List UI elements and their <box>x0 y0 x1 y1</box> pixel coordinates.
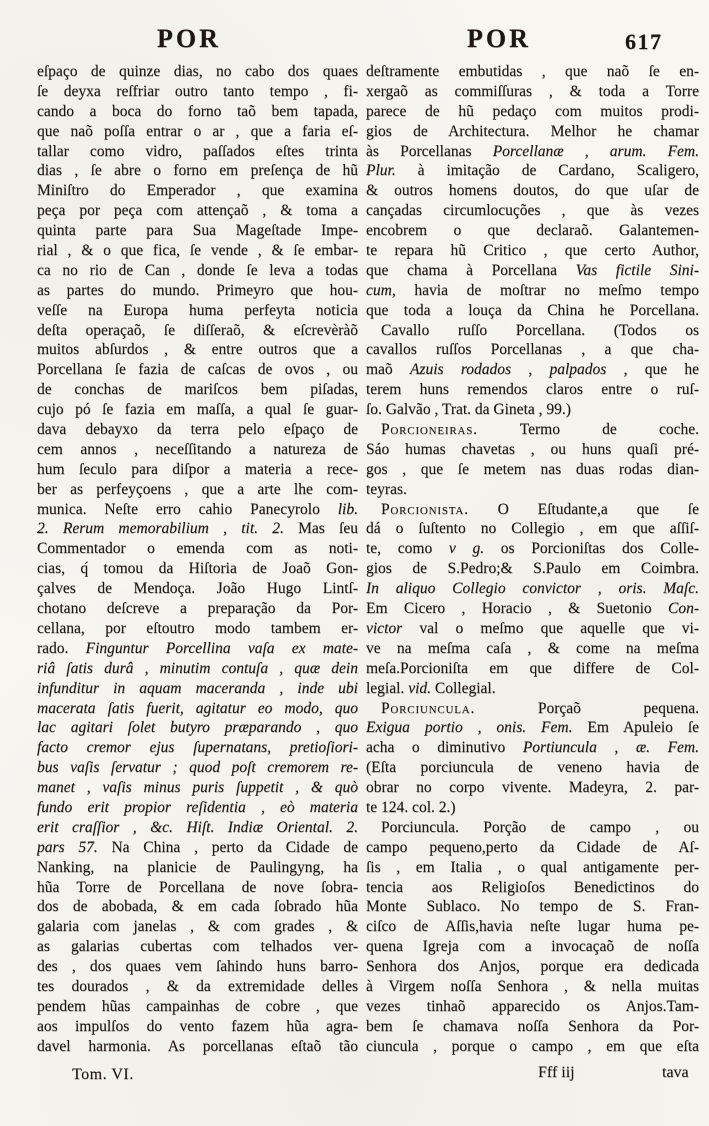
text-line: eſpaço de quinze dias, no cabo dos quaes <box>37 63 358 80</box>
text-line: acha o diminutivo Portiuncula , æ. Fem. <box>366 739 699 757</box>
text-line: rado. Finguntur Porcellina vaſa ex mate- <box>37 639 358 657</box>
text-line: Senhora dos Anjos, porque era dedicada <box>366 958 699 976</box>
text-line: cavallos ruſſos Porcellanas , a que cha- <box>366 341 699 359</box>
text-line: deſtramente embutidas , que naõ ſe en- <box>366 63 699 80</box>
text-line: pars 57. Na China , perto da Cidade de <box>37 838 358 856</box>
text-line: ſis , em Italia , o qual antigamente per- <box>366 858 699 876</box>
text-line: Porcellana ſe fazia de caſcas de ovos , ou <box>37 361 358 379</box>
text-line: Nanking, na planicie de Paulingyng, ha <box>37 858 358 876</box>
text-line: riâ ſatis durâ , minutim contuſa , quæ dein <box>37 659 358 677</box>
right-text-column <box>366 62 699 1057</box>
text-line: Exigua portio , onis. Fem. Em Apuleio ſe <box>366 719 699 737</box>
text-line: peça por peça com attençaõ , & toma a <box>37 202 358 220</box>
text-line: maõ Azuis rodados , palpados , que he <box>366 361 699 379</box>
text-line: infunditur in aquam maceranda , inde ubi <box>37 679 358 697</box>
text-line: galaria com janelas , & com grades , & <box>37 918 358 936</box>
text-line: dava debayxo da terra pelo eſpaço de <box>37 421 358 439</box>
text-line: bem ſe chamava noſſa Senhora da Por- <box>366 1017 699 1035</box>
text-line: hũa Torre de Porcellana de nove ſobra- <box>37 878 358 896</box>
text-line: davel harmonia. As porcellanas eſtaõ tão <box>37 1037 358 1055</box>
text-line: cançadas circumlocuções , que às vezes <box>366 202 699 220</box>
text-line: as galarias cubertas com telhados ver- <box>37 938 358 956</box>
text-line: erit craſſior , &c. Hiſt. Indiæ Oriental. 2. <box>37 818 358 836</box>
left-text-column <box>37 62 358 1057</box>
text-line: obrar no corpo vivente. Madeyra, 2. par- <box>366 779 699 797</box>
text-line: gios de Architectura. Melhor he chamar <box>366 122 699 140</box>
text-line: à Virgem noſſa Senhora , & nella muitas <box>366 977 699 995</box>
text-line: que chama à Porcellana Vas fictile Sini- <box>366 261 699 279</box>
text-line: Em Cicero , Horacio , & Suetonio Con- <box>366 600 699 618</box>
text-line: Sáo humas chavetas , ou huns quaſi pré- <box>366 440 699 458</box>
text-line: cujo pó ſe fazia em maſſa, a qual ſe guar- <box>37 401 358 419</box>
text-line: ciuncula , porque o campo , em que eſta <box>366 1037 699 1055</box>
text-line: tencia aos Religioſos Benedictinos do <box>366 878 699 896</box>
text-line: çalves de Mendoça. João Hugo Lintſ- <box>37 580 358 598</box>
text-line: gos , que ſe metem nas duas rodas dian- <box>366 460 699 478</box>
text-line: às Porcellanas Porcellanæ , arum. Fem. <box>366 142 699 160</box>
text-line: Porcioneiras. Termo de coche. <box>381 421 699 439</box>
signature-mark: Fff iij <box>538 1064 575 1081</box>
text-line: 2. Rerum memorabilium , tit. 2. Mas ſeu <box>37 520 358 538</box>
text-line: cando a boca do forno taõ bem tapada, <box>37 102 358 120</box>
text-line: dos de abobada, & em cada ſobrado hũa <box>37 898 358 916</box>
text-line: quena Igreja com a invocaçaõ de noſſa <box>366 938 699 956</box>
text-line: campo pequeno,perto da Cidade de Aſ- <box>366 838 699 856</box>
text-line: ca no rio de Can , donde ſe leva a todas <box>37 261 358 279</box>
text-line: manet , vaſis minus puris ſuppetit , & quò <box>37 779 358 797</box>
text-line: chotano deſcreve a preparação da Por- <box>37 600 358 618</box>
text-line: pendem hũas campainhas de cobre , que <box>37 997 358 1015</box>
text-line: legial. vid. Collegial. <box>366 679 496 697</box>
text-line: Cavallo ruſſo Porcellana. (Todos os <box>381 321 699 339</box>
text-line: aos impulſos do vento fazem hũa agra- <box>37 1017 358 1035</box>
text-line: cias, q́ tomou da Hiſtoria de Joaõ Gon- <box>37 560 358 578</box>
text-line: Monte Sublaco. No tempo de S. Fran- <box>366 898 699 916</box>
text-line: Porciuncula. Porçaõ pequena. <box>381 699 699 717</box>
text-line: ciſco de Aſſis,havia neſte lugar huma pe- <box>366 918 699 936</box>
text-line: as partes do mundo. Primeyro que hou- <box>37 281 358 299</box>
text-line: bus vaſis ſervatur ; quod poſt cremorem re- <box>37 759 358 777</box>
text-line: ber as perfeyçoens , que a arte lhe com- <box>37 480 358 498</box>
text-line: dá o ſuſtento no Collegio , em que aſſiſ- <box>366 520 699 538</box>
text-line: (Eſta porciuncula de veneno havia de <box>366 759 699 777</box>
text-line: meſa.Porcioniſta em que differe de Col- <box>366 659 699 677</box>
text-line: tallar como vidro, paſſados eſtes trinta <box>37 142 358 160</box>
catchword: tava <box>662 1064 689 1081</box>
text-line: cellana, por eſtoutro modo tambem er- <box>37 619 358 637</box>
text-line: facto cremor ejus ſupernatans, pretioſiori- <box>37 739 358 757</box>
running-title-left: POR <box>157 24 221 53</box>
text-line: In aliquo Collegio convictor , oris. Maſc. <box>366 580 699 598</box>
text-line: hum ſeculo para diſpor a materia a rece- <box>37 460 358 478</box>
text-line: victor val o meſmo que aquelle que vi- <box>366 619 699 637</box>
text-line: & outros homens doutos, do que uſar de <box>366 182 699 200</box>
text-line: dias , ſe abre o forno em preſença de hũ <box>37 162 358 180</box>
page-number: 617 <box>625 29 663 54</box>
text-line: lac agitari ſolet butyro præparando , quo <box>37 719 358 737</box>
text-line: de conchas de mariſcos bem piſadas, <box>37 381 358 399</box>
text-line: macerata ſatis fuerit, agitatur eo modo, quo <box>37 699 358 717</box>
text-line: fundo erit propior reſidentia , eò materia <box>37 798 358 816</box>
text-line: encobrem o que declaraõ. Galantemen- <box>366 222 699 240</box>
text-line: Porciuncula. Porção de campo , ou <box>381 818 699 836</box>
tome-label: Tom. VI. <box>72 1066 134 1083</box>
text-line: te 124. col. 2.) <box>366 798 456 816</box>
text-line: te, como v g. os Porcioniſtas dos Colle- <box>366 540 699 558</box>
text-line: ſo. Galvão , Trat. da Gineta , 99.) <box>366 401 571 419</box>
text-line: ſe deyxa reſfriar outro tanto tempo , fi- <box>37 82 358 100</box>
text-line: Plur. à imitação de Cardano, Scaligero, <box>366 162 699 180</box>
text-line: que naõ poſſa entrar o ar , que a faria eſ- <box>37 122 358 140</box>
text-line: teyras. <box>366 480 407 498</box>
text-line: que toda a louça da China he Porcellana. <box>366 301 699 319</box>
text-line: cum, havia de moſtrar no meſmo tempo <box>366 281 699 299</box>
text-line: Porcionista. O Eſtudante,a que ſe <box>381 500 699 518</box>
text-line: muitos abſurdos , & entre outros que a <box>37 341 358 359</box>
text-line: tes dourados , & da extremidade delles <box>37 977 358 995</box>
text-line: te repara hũ Critico , que certo Author, <box>366 242 699 260</box>
text-line: des , dos quaes vem ſahindo huns barro- <box>37 958 358 976</box>
text-line: terem huns remendos claros entre o ruſ- <box>366 381 699 399</box>
text-line: veſſe na Europa huma perfeyta noticia <box>37 301 358 319</box>
text-line: vezes tinhaõ apparecido os Anjos.Tam- <box>366 997 699 1015</box>
text-line: cem annos , neceſſitando a natureza de <box>37 440 358 458</box>
running-title-right: POR <box>467 24 531 53</box>
text-line: munica. Neſte erro cahio Panecyrolo lib. <box>37 500 358 518</box>
text-line: Miniſtro do Emperador , que examina <box>37 182 358 200</box>
text-line: Commentador o emenda com as noti- <box>37 540 358 558</box>
text-line: ve na meſma caſa , & come na meſma <box>366 639 699 657</box>
text-line: deſta operaçaõ, ſe diſſeraõ, & eſcrevèràõ <box>37 321 358 339</box>
text-line: quinta parte para Sua Mageſtade Impe- <box>37 222 358 240</box>
text-line: gios de S.Pedro;& S.Paulo em Coimbra. <box>366 560 699 578</box>
text-line: xergaõ as commiſſuras , & toda a Torre <box>366 82 699 100</box>
text-line: parece de hũ pedaço com muitos prodi- <box>366 102 699 120</box>
text-line: rial , & o que fica, ſe vende , & ſe embar- <box>37 242 358 260</box>
